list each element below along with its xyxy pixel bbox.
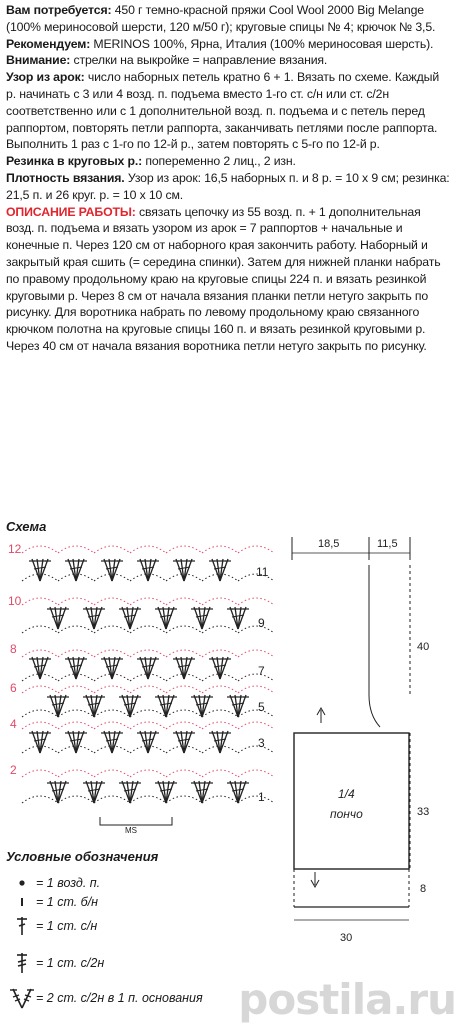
gauge-paragraph bbox=[6, 170, 452, 204]
stitch-fan bbox=[209, 731, 231, 753]
legend-text-fan: = 2 ст. с/2н в 1 п. основания bbox=[36, 991, 203, 1005]
repeat-bracket bbox=[100, 817, 172, 835]
stitch-fan bbox=[137, 559, 159, 581]
single-cross-icon bbox=[8, 916, 36, 936]
row-number-11: 11 bbox=[256, 565, 269, 579]
stitch-fan bbox=[209, 657, 231, 679]
chain-arch bbox=[130, 650, 166, 657]
chain-arch bbox=[94, 796, 130, 803]
chain-arch bbox=[166, 710, 202, 717]
chain-arch bbox=[22, 722, 58, 729]
stitch-fan bbox=[173, 559, 195, 581]
description-text: связать цепочку из 55 возд. п. + 1 дополнительная возд. п. подъема и вязать узором из арок = 7 раппортов + начальные и конечные п. Через 120 см от наборного края закончить работу. Наборный и закрытый края сшить (= середина спинки). Затем для нижней планки набрать по правому продольному краю на круговые спицы 224 п. и вязать резинкой круговыми р. Через 8 см от начала вязания планки петли нетуго закрыть по рисунку. Для воротника набрать по левому продольному краю связанного крючком полотна на круговые спицы 160 п. и вязать резинкой круговыми р. Через 40 см от начала вязания воротника петли нетуго закрыть по рисунку. bbox=[6, 204, 441, 353]
description-paragraph bbox=[6, 204, 452, 355]
chain-arch bbox=[22, 686, 58, 693]
stitch-fan bbox=[29, 731, 51, 753]
stitch-fan bbox=[29, 559, 51, 581]
chain-arch bbox=[166, 686, 202, 693]
stitch-fan bbox=[101, 731, 123, 753]
stitch-fan bbox=[173, 657, 195, 679]
legend-item-sc bbox=[8, 895, 98, 909]
repeat-label: MS bbox=[125, 826, 137, 835]
stitch-fan bbox=[47, 695, 69, 717]
chain-arch bbox=[58, 546, 94, 553]
chain-arch bbox=[94, 710, 130, 717]
dim-height-mid: 33 bbox=[417, 806, 430, 818]
chain-arch bbox=[22, 796, 58, 803]
chain-arch bbox=[58, 796, 94, 803]
chain-arch bbox=[166, 722, 202, 729]
chain-arch bbox=[166, 770, 202, 777]
arch-pattern-paragraph bbox=[6, 69, 452, 153]
chain-arch bbox=[58, 598, 94, 605]
chain-arch bbox=[130, 598, 166, 605]
tick-icon bbox=[8, 895, 36, 909]
row-numbers-left bbox=[8, 542, 22, 777]
stitch-fan bbox=[155, 695, 177, 717]
chain-arch bbox=[202, 722, 238, 729]
chain-arch bbox=[22, 598, 58, 605]
legend-text-sc: = 1 ст. б/н bbox=[36, 895, 99, 909]
dim-top-right: 11,5 bbox=[377, 538, 398, 550]
stitch-fan bbox=[173, 731, 195, 753]
dot-icon bbox=[8, 878, 36, 888]
piece-label-2: пончо bbox=[330, 807, 363, 821]
chain-arch bbox=[238, 796, 274, 803]
chain-arch bbox=[22, 710, 58, 717]
chain-arch bbox=[130, 546, 166, 553]
ribbing-paragraph bbox=[6, 153, 452, 170]
description-label: ОПИСАНИЕ РАБОТЫ: bbox=[6, 204, 136, 219]
row-number-3: 3 bbox=[258, 736, 265, 750]
chain-arch bbox=[202, 710, 238, 717]
pattern-description bbox=[6, 2, 452, 355]
ribbing-text: попеременно 2 лиц., 2 изн. bbox=[142, 154, 296, 169]
legend-item-dc bbox=[8, 916, 97, 936]
chain-arch bbox=[94, 722, 130, 729]
stitch-fan bbox=[227, 695, 249, 717]
stitch-fan bbox=[191, 695, 213, 717]
chain-arch bbox=[94, 626, 130, 633]
chain-arch bbox=[94, 686, 130, 693]
row-number-12: 12 bbox=[8, 542, 22, 556]
row-number-4: 4 bbox=[10, 717, 17, 731]
row-number-5: 5 bbox=[258, 700, 265, 714]
materials-text: 450 г темно-красной пряжи Cool Wool 2000 Big Melange (100% мериносовой шерсти, 120 м/50 г); круговые спицы № 4; крючок № 3,5. bbox=[6, 3, 436, 34]
stitch-fan bbox=[209, 559, 231, 581]
chain-arch bbox=[202, 598, 238, 605]
stitch-fan bbox=[65, 657, 87, 679]
chain-arch bbox=[166, 598, 202, 605]
stitch-fan bbox=[137, 657, 159, 679]
fan-icon bbox=[8, 987, 36, 1009]
chain-arch bbox=[130, 770, 166, 777]
stitch-fan bbox=[83, 781, 105, 803]
attention-text: стрелки на выкройке = направление вязания. bbox=[70, 53, 328, 68]
stitch-fan bbox=[29, 657, 51, 679]
chain-arch bbox=[238, 650, 274, 657]
chain-arch bbox=[58, 770, 94, 777]
schema-title: Схема bbox=[6, 519, 47, 534]
chain-arch bbox=[238, 546, 274, 553]
row-number-7: 7 bbox=[258, 664, 265, 678]
gauge-label: Плотность вязания. bbox=[6, 170, 125, 185]
garment-schematic bbox=[280, 535, 460, 955]
attention-paragraph bbox=[6, 52, 452, 69]
stitch-fan bbox=[155, 607, 177, 629]
crochet-chart bbox=[0, 535, 275, 835]
chain-arch bbox=[238, 626, 274, 633]
chain-arch bbox=[58, 710, 94, 717]
chain-arch bbox=[22, 626, 58, 633]
stitch-fan bbox=[137, 731, 159, 753]
chain-arch bbox=[238, 710, 274, 717]
stitch-fan bbox=[119, 607, 141, 629]
chain-arch bbox=[166, 796, 202, 803]
chain-arch bbox=[238, 722, 274, 729]
stitch-fan bbox=[47, 781, 69, 803]
stitch-fan bbox=[227, 607, 249, 629]
chain-arch bbox=[202, 626, 238, 633]
chain-arch bbox=[22, 650, 58, 657]
double-cross-icon bbox=[8, 952, 36, 974]
chain-arch bbox=[58, 626, 94, 633]
recommend-paragraph bbox=[6, 36, 452, 53]
legend-item-tr bbox=[8, 952, 104, 974]
chain-arch bbox=[238, 598, 274, 605]
chain-arch bbox=[94, 770, 130, 777]
row-numbers-right bbox=[256, 565, 269, 804]
chain-arch bbox=[130, 686, 166, 693]
piece-label-1: 1/4 bbox=[338, 787, 355, 801]
dim-height-bottom: 8 bbox=[420, 883, 427, 895]
chain-arch bbox=[202, 546, 238, 553]
chain-arch bbox=[94, 598, 130, 605]
dim-width-bottom: 30 bbox=[340, 932, 353, 944]
chain-arch bbox=[130, 796, 166, 803]
chain-arch bbox=[58, 686, 94, 693]
legend-item-chain bbox=[8, 876, 100, 890]
recommend-text: MERINOS 100%, Ярна, Италия (100% мериносовая шерсть). bbox=[90, 36, 434, 51]
chain-arch bbox=[130, 626, 166, 633]
stitch-fan bbox=[83, 607, 105, 629]
arch-pattern-text: число наборных петель кратно 6 + 1. Вязать по схеме. Каждый р. начинать с 3 или 4 возд. п. подъема вместо 1-го ст. с/н или ст. с/2н соответственно или с 1 дополнительной возд. п. подъема и с петель перед раппортом, повторять петли раппорта, заканчивать петлями после раппорта. Выполнить 1 раз с 1-го по 12-й р., затем повторять с 5-го по 12-й р. bbox=[6, 70, 440, 152]
chain-arch bbox=[22, 770, 58, 777]
materials-label: Вам потребуется: bbox=[6, 3, 112, 17]
chain-arch bbox=[58, 650, 94, 657]
stitch-fan bbox=[227, 781, 249, 803]
stitch-fan bbox=[101, 559, 123, 581]
chain-arch bbox=[166, 650, 202, 657]
watermark: postila.ru bbox=[238, 975, 456, 1024]
legend-text-dc: = 1 ст. с/н bbox=[36, 919, 98, 933]
stitch-fan bbox=[47, 607, 69, 629]
chain-arch bbox=[238, 746, 274, 753]
chain-arch bbox=[238, 770, 274, 777]
legend-text-chain: = 1 возд. п. bbox=[36, 876, 101, 890]
stitch-fan bbox=[119, 781, 141, 803]
chain-arch bbox=[202, 770, 238, 777]
attention-label: Внимание: bbox=[6, 53, 71, 68]
chain-arch bbox=[166, 626, 202, 633]
stitch-fan bbox=[83, 695, 105, 717]
chain-arch bbox=[238, 674, 274, 681]
chain-arch bbox=[22, 546, 58, 553]
chain-arch bbox=[130, 710, 166, 717]
stitch-fan bbox=[101, 657, 123, 679]
chain-arch bbox=[238, 686, 274, 693]
chain-arch bbox=[202, 796, 238, 803]
gauge-text: Узор из арок: 16,5 наборных п. и 8 р. = 10 х 9 см; резинка: 21,5 п. и 26 круг. р. = 10 х 10 см. bbox=[6, 170, 450, 202]
stitch-fan bbox=[155, 781, 177, 803]
row-number-9: 9 bbox=[258, 616, 265, 630]
arch-pattern-label: Узор из арок: bbox=[6, 70, 85, 85]
stitch-fan bbox=[65, 731, 87, 753]
row-number-10: 10 bbox=[8, 594, 22, 608]
ribbing-label: Резинка в круговых р.: bbox=[6, 154, 143, 169]
stitch-fan bbox=[191, 607, 213, 629]
legend-item-fan bbox=[8, 987, 203, 1009]
stitch-fan bbox=[65, 559, 87, 581]
row-number-1: 1 bbox=[258, 790, 265, 804]
row-number-2: 2 bbox=[10, 763, 17, 777]
chain-arch bbox=[166, 546, 202, 553]
chain-arch bbox=[94, 546, 130, 553]
dim-height-top: 40 bbox=[417, 641, 430, 653]
materials-paragraph bbox=[6, 2, 452, 36]
chart-rows-group bbox=[22, 546, 274, 803]
stitch-fan bbox=[191, 781, 213, 803]
legend-text-tr: = 1 ст. с/2н bbox=[36, 956, 105, 970]
dim-top-left: 18,5 bbox=[318, 538, 340, 550]
recommend-label: Рекомендуем: bbox=[6, 36, 91, 51]
stitch-fan bbox=[119, 695, 141, 717]
legend-title: Условные обозначения bbox=[6, 849, 159, 864]
chain-arch bbox=[202, 686, 238, 693]
chain-arch bbox=[202, 650, 238, 657]
chain-arch bbox=[130, 722, 166, 729]
row-number-6: 6 bbox=[10, 681, 17, 695]
row-number-8: 8 bbox=[10, 642, 17, 656]
chain-arch bbox=[94, 650, 130, 657]
chain-arch bbox=[58, 722, 94, 729]
